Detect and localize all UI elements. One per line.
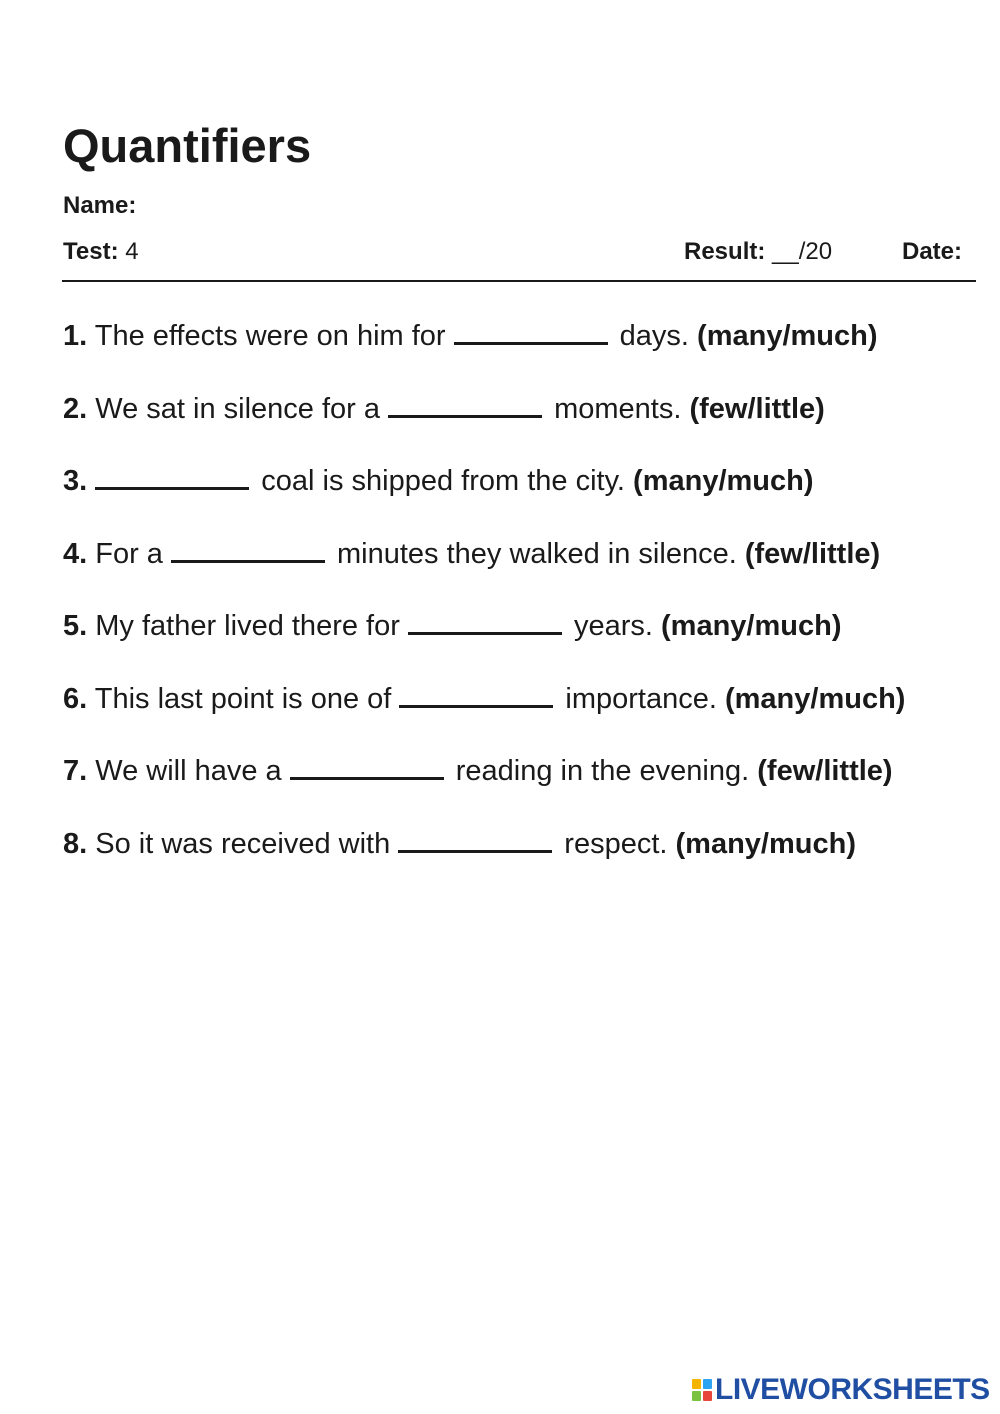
worksheet-title: Quantifiers bbox=[63, 119, 312, 172]
date-field bbox=[902, 238, 962, 266]
question-number: 2. bbox=[63, 392, 88, 425]
question-number: 6. bbox=[63, 682, 88, 715]
question-item bbox=[63, 463, 905, 536]
logo-square-icon bbox=[703, 1391, 712, 1401]
answer-blank[interactable] bbox=[95, 465, 249, 490]
logo-square-icon bbox=[692, 1391, 701, 1401]
answer-blank[interactable] bbox=[398, 828, 552, 853]
question-item bbox=[63, 391, 905, 464]
question-hint: (few/little) bbox=[689, 392, 825, 425]
answer-blank[interactable] bbox=[290, 755, 444, 780]
liveworksheets-logo-icon bbox=[692, 1379, 712, 1401]
test-value: 4 bbox=[125, 238, 139, 265]
question-hint: (many/much) bbox=[675, 827, 856, 860]
question-item bbox=[63, 536, 905, 609]
question-text-after: years. bbox=[573, 610, 653, 642]
test-label: Test: bbox=[63, 238, 119, 265]
question-text-after: moments. bbox=[554, 392, 682, 425]
question-text-before: We sat in silence for a bbox=[95, 392, 381, 425]
answer-blank[interactable] bbox=[388, 393, 542, 418]
question-text-after: days. bbox=[619, 320, 689, 352]
question-text-after: coal is shipped from the city. bbox=[261, 465, 625, 497]
question-text-before: So it was received with bbox=[95, 827, 391, 860]
question-hint: (many/much) bbox=[724, 682, 906, 715]
answer-blank[interactable] bbox=[408, 610, 562, 635]
answer-blank[interactable] bbox=[399, 683, 553, 708]
result-label: Result: bbox=[684, 238, 766, 265]
header-divider bbox=[62, 280, 976, 282]
question-number: 8. bbox=[63, 827, 88, 860]
question-hint: (many/much) bbox=[661, 610, 842, 642]
liveworksheets-logo bbox=[692, 1374, 990, 1406]
question-text-after: respect. bbox=[564, 827, 668, 860]
question-hint: (few/little) bbox=[744, 537, 881, 570]
name-label: Name: bbox=[63, 192, 137, 219]
question-number: 1. bbox=[63, 320, 88, 352]
question-text-before: The effects were on him for bbox=[94, 320, 446, 352]
question-hint: (few/little) bbox=[757, 755, 893, 787]
question-text-before: We will have a bbox=[95, 755, 282, 787]
question-hint: (many/much) bbox=[697, 320, 878, 352]
question-text-before: This last point is one of bbox=[94, 682, 392, 715]
result-value: __/20 bbox=[772, 238, 833, 265]
date-label: Date: bbox=[902, 238, 963, 265]
question-number: 3. bbox=[63, 465, 88, 497]
result-field bbox=[684, 238, 832, 266]
test-field bbox=[63, 238, 139, 266]
question-text-after: reading in the evening. bbox=[455, 755, 750, 787]
question-hint: (many/much) bbox=[633, 465, 814, 497]
question-number: 5. bbox=[63, 610, 88, 642]
name-field bbox=[63, 192, 136, 220]
question-number: 4. bbox=[63, 537, 88, 570]
question-item bbox=[63, 753, 905, 826]
question-number: 7. bbox=[63, 755, 88, 787]
question-text-before: My father lived there for bbox=[95, 610, 400, 642]
logo-square-icon bbox=[692, 1379, 701, 1389]
question-list bbox=[63, 318, 905, 898]
question-item bbox=[63, 608, 905, 681]
question-item bbox=[63, 318, 905, 391]
question-text-before: For a bbox=[95, 537, 163, 570]
answer-blank[interactable] bbox=[454, 320, 608, 345]
logo-square-icon bbox=[703, 1379, 712, 1389]
logo-text: LIVEWORKSHEETS bbox=[715, 1373, 990, 1406]
question-item bbox=[63, 681, 905, 754]
answer-blank[interactable] bbox=[171, 538, 325, 563]
question-item bbox=[63, 826, 905, 899]
question-text-after: importance. bbox=[565, 682, 717, 715]
question-text-after: minutes they walked in silence. bbox=[337, 537, 737, 570]
